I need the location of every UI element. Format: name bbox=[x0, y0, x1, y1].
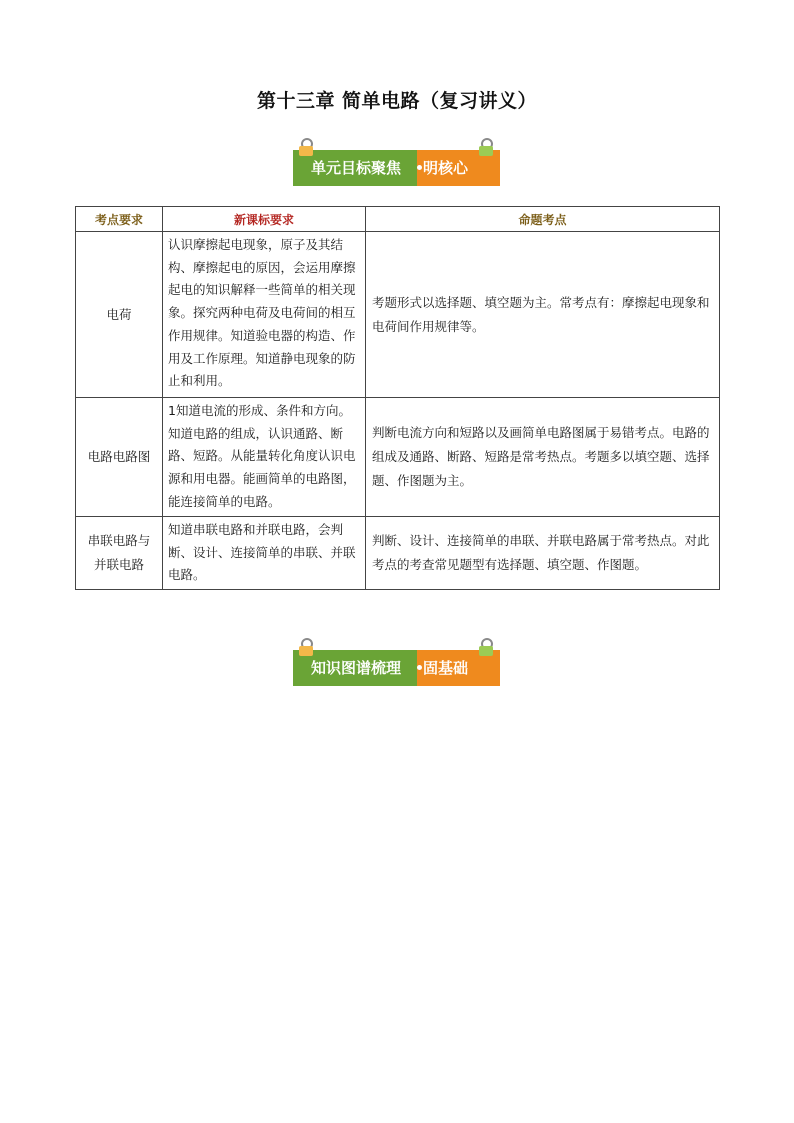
exam-cell: 判断电流方向和短路以及画简单电路图属于易错考点。电路的组成及通路、断路、短路是常考热点。考题多以填空题、选择题、作图题为主。 bbox=[366, 398, 720, 517]
column-header-exam: 命题考点 bbox=[366, 207, 720, 232]
topic-cell: 串联电路与并联电路 bbox=[76, 517, 163, 590]
page-title: 第十三章 简单电路（复习讲义） bbox=[256, 90, 538, 112]
binder-clip-icon bbox=[299, 638, 313, 656]
banner-left-label: 知识图谱梳理 bbox=[311, 659, 402, 677]
column-header-topic: 考点要求 bbox=[76, 207, 163, 232]
requirement-cell: 1知道电流的形成、条件和方向。知道电路的组成，认识通路、断路、短路。从能量转化角度认识电源和用电器。能画简单的电路图，能连接简单的电路。 bbox=[163, 398, 366, 517]
topic-cell: 电荷 bbox=[76, 232, 163, 398]
table-header-row bbox=[76, 207, 720, 232]
objectives-table bbox=[75, 206, 720, 590]
table-row bbox=[76, 232, 720, 398]
section-banner-unit-goals bbox=[293, 150, 500, 186]
binder-clip-icon bbox=[479, 138, 493, 156]
requirement-cell: 认识摩擦起电现象，原子及其结构、摩擦起电的原因，会运用摩擦起电的知识解释一些简单的相关现象。探究两种电荷及电荷间的相互作用规律。知道验电器的构造、作用及工作原理。知道静电现象的防止和利用。 bbox=[163, 232, 366, 398]
binder-clip-icon bbox=[479, 638, 493, 656]
section-banner-knowledge-map bbox=[293, 650, 500, 686]
exam-cell: 考题形式以选择题、填空题为主。常考点有：摩擦起电现象和电荷间作用规律等。 bbox=[366, 232, 720, 398]
topic-cell: 电路电路图 bbox=[76, 398, 163, 517]
table-row bbox=[76, 517, 720, 590]
requirement-cell: 知道串联电路和并联电路，会判断、设计、连接简单的串联、并联电路。 bbox=[163, 517, 366, 590]
binder-clip-icon bbox=[299, 138, 313, 156]
banner-left-label: 单元目标聚焦 bbox=[311, 159, 402, 177]
table-row bbox=[76, 398, 720, 517]
banner-right-label: 明核心 bbox=[423, 159, 469, 177]
column-header-requirement: 新课标要求 bbox=[163, 207, 366, 232]
banner-right-label: 固基础 bbox=[423, 659, 469, 677]
exam-cell: 判断、设计、连接简单的串联、并联电路属于常考热点。对此考点的考查常见题型有选择题、填空题、作图题。 bbox=[366, 517, 720, 590]
